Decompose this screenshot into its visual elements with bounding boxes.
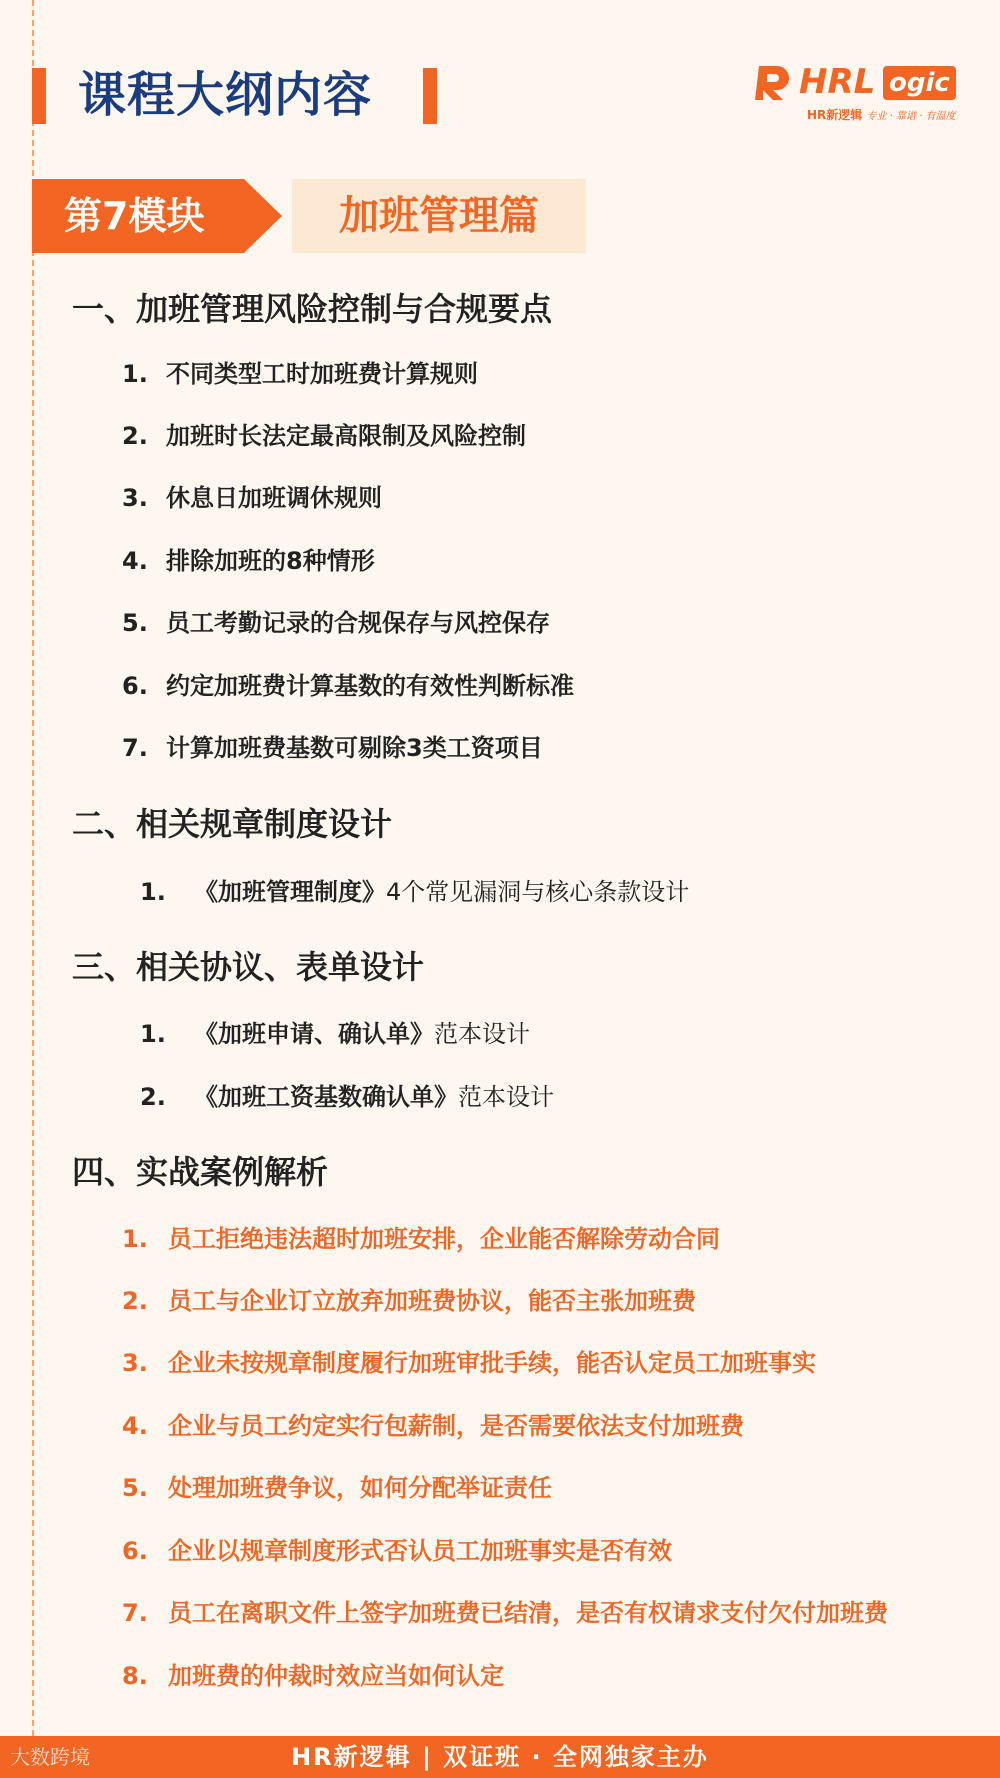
list-item: 1. 《加班申请、确认单》范本设计 — [140, 1020, 530, 1048]
list-item: 5. 员工考勤记录的合规保存与风控保存 — [122, 609, 550, 637]
list-item: 6. 企业以规章制度形式否认员工加班事实是否有效 — [122, 1537, 672, 1565]
list-item: 1. 《加班管理制度》4个常见漏洞与核心条款设计 — [140, 878, 690, 906]
list-item: 4. 企业与员工约定实行包薪制，是否需要依法支付加班费 — [122, 1412, 744, 1440]
logo-slogan: 专业 · 靠谱 · 有温度 — [866, 111, 956, 122]
module-tag-label: 第7模块 — [64, 194, 205, 238]
title-accent-bar-left — [32, 68, 46, 124]
module-name: 加班管理篇 — [292, 179, 586, 253]
list-item: 5. 处理加班费争议，如何分配举证责任 — [122, 1474, 552, 1502]
title-accent-bar-right — [423, 68, 437, 124]
list-item: 7. 计算加班费基数可剔除3类工资项目 — [122, 734, 543, 762]
list-item: 6. 约定加班费计算基数的有效性判断标准 — [122, 672, 574, 700]
section-heading-3: 三、相关协议、表单设计 — [72, 948, 425, 986]
footer-text: HR新逻辑 | 双证班 · 全网独家主办 — [291, 1743, 709, 1771]
list-item: 7. 员工在离职文件上签字加班费已结清，是否有权请求支付欠付加班费 — [122, 1599, 888, 1627]
list-item: 8. 加班费的仲裁时效应当如何认定 — [122, 1662, 504, 1690]
list-item: 4. 排除加班的8种情形 — [122, 547, 375, 575]
list-item: 1. 员工拒绝违法超时加班安排，企业能否解除劳动合同 — [122, 1225, 720, 1253]
hrlogic-logo — [755, 62, 970, 124]
section-heading-2: 二、相关规章制度设计 — [72, 805, 393, 843]
section-heading-1: 一、加班管理风险控制与合规要点 — [72, 290, 553, 328]
list-item: 2. 员工与企业订立放弃加班费协议，能否主张加班费 — [122, 1287, 696, 1315]
logo-mark-icon — [755, 62, 799, 102]
logo-word-hrl: HRL — [799, 62, 876, 102]
list-item: 3. 休息日加班调休规则 — [122, 484, 382, 512]
footer-bar — [0, 1736, 1000, 1778]
logo-subtitle — [807, 106, 956, 123]
list-item: 2. 加班时长法定最高限制及风险控制 — [122, 422, 526, 450]
section-heading-4: 四、实战案例解析 — [72, 1153, 329, 1191]
list-item: 3. 企业未按规章制度履行加班审批手续，能否认定员工加班事实 — [122, 1349, 816, 1377]
page-title: 课程大纲内容 — [78, 67, 373, 123]
logo-cn-name: HR新逻辑 — [807, 108, 863, 122]
module-tag — [32, 179, 282, 253]
dashed-guide-line — [32, 0, 34, 1736]
list-item: 2. 《加班工资基数确认单》范本设计 — [140, 1083, 554, 1111]
logo-word-logic: ogic — [883, 66, 956, 100]
list-item: 1. 不同类型工时加班费计算规则 — [122, 360, 478, 388]
watermark-text: 大数跨境 — [10, 1745, 90, 1769]
